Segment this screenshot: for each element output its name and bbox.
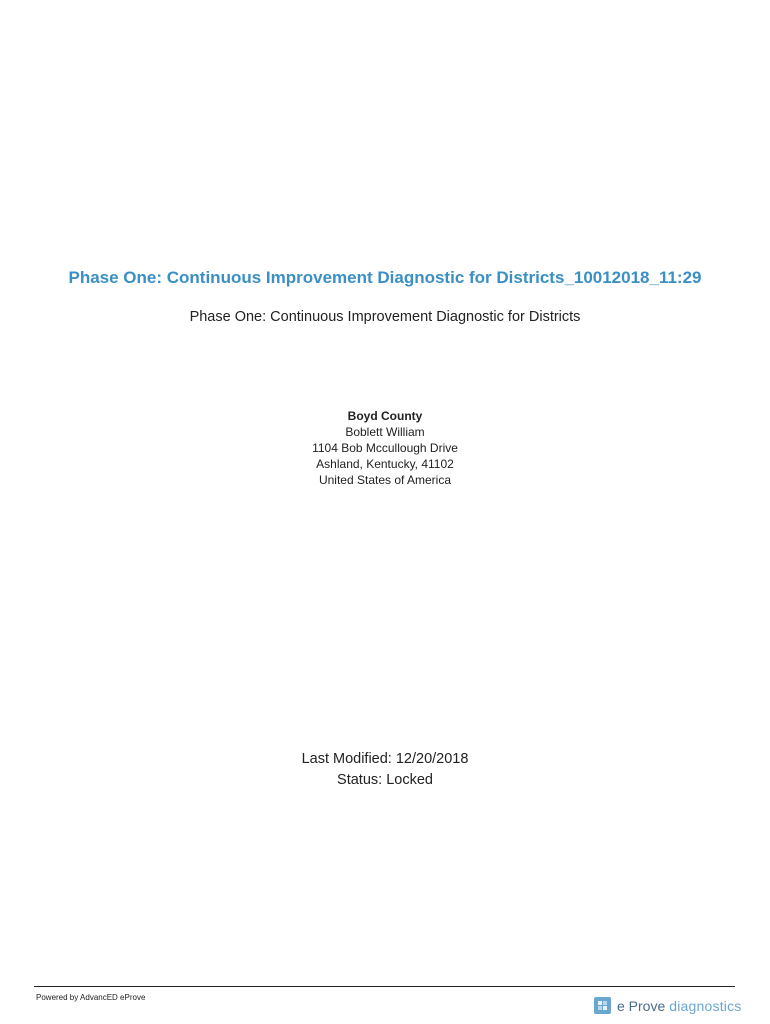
- page-subtitle: Phase One: Continuous Improvement Diagnostic for Districts: [189, 309, 581, 325]
- street-address: 1104 Bob Mccullough Drive: [312, 441, 458, 455]
- eprove-logo-icon: [594, 997, 611, 1014]
- meta-block: [0, 749, 770, 791]
- brand-name: e Prove: [617, 997, 666, 1014]
- footer-rule: [34, 986, 735, 987]
- status: Status: Locked: [337, 772, 433, 788]
- address-block: [0, 408, 770, 488]
- footer-brand: [594, 997, 742, 1014]
- city-state-zip: Ashland, Kentucky, 41102: [316, 457, 454, 471]
- page-title: Phase One: Continuous Improvement Diagnostic for Districts_10012018_11:29: [68, 268, 702, 287]
- contact-name: Boblett William: [345, 425, 425, 439]
- powered-by: Powered by AdvancED eProve: [36, 993, 146, 1002]
- brand-suffix: diagnostics: [669, 997, 742, 1014]
- country: United States of America: [318, 473, 452, 487]
- organization-name: Boyd County: [347, 409, 423, 423]
- last-modified: Last Modified: 12/20/2018: [301, 751, 469, 767]
